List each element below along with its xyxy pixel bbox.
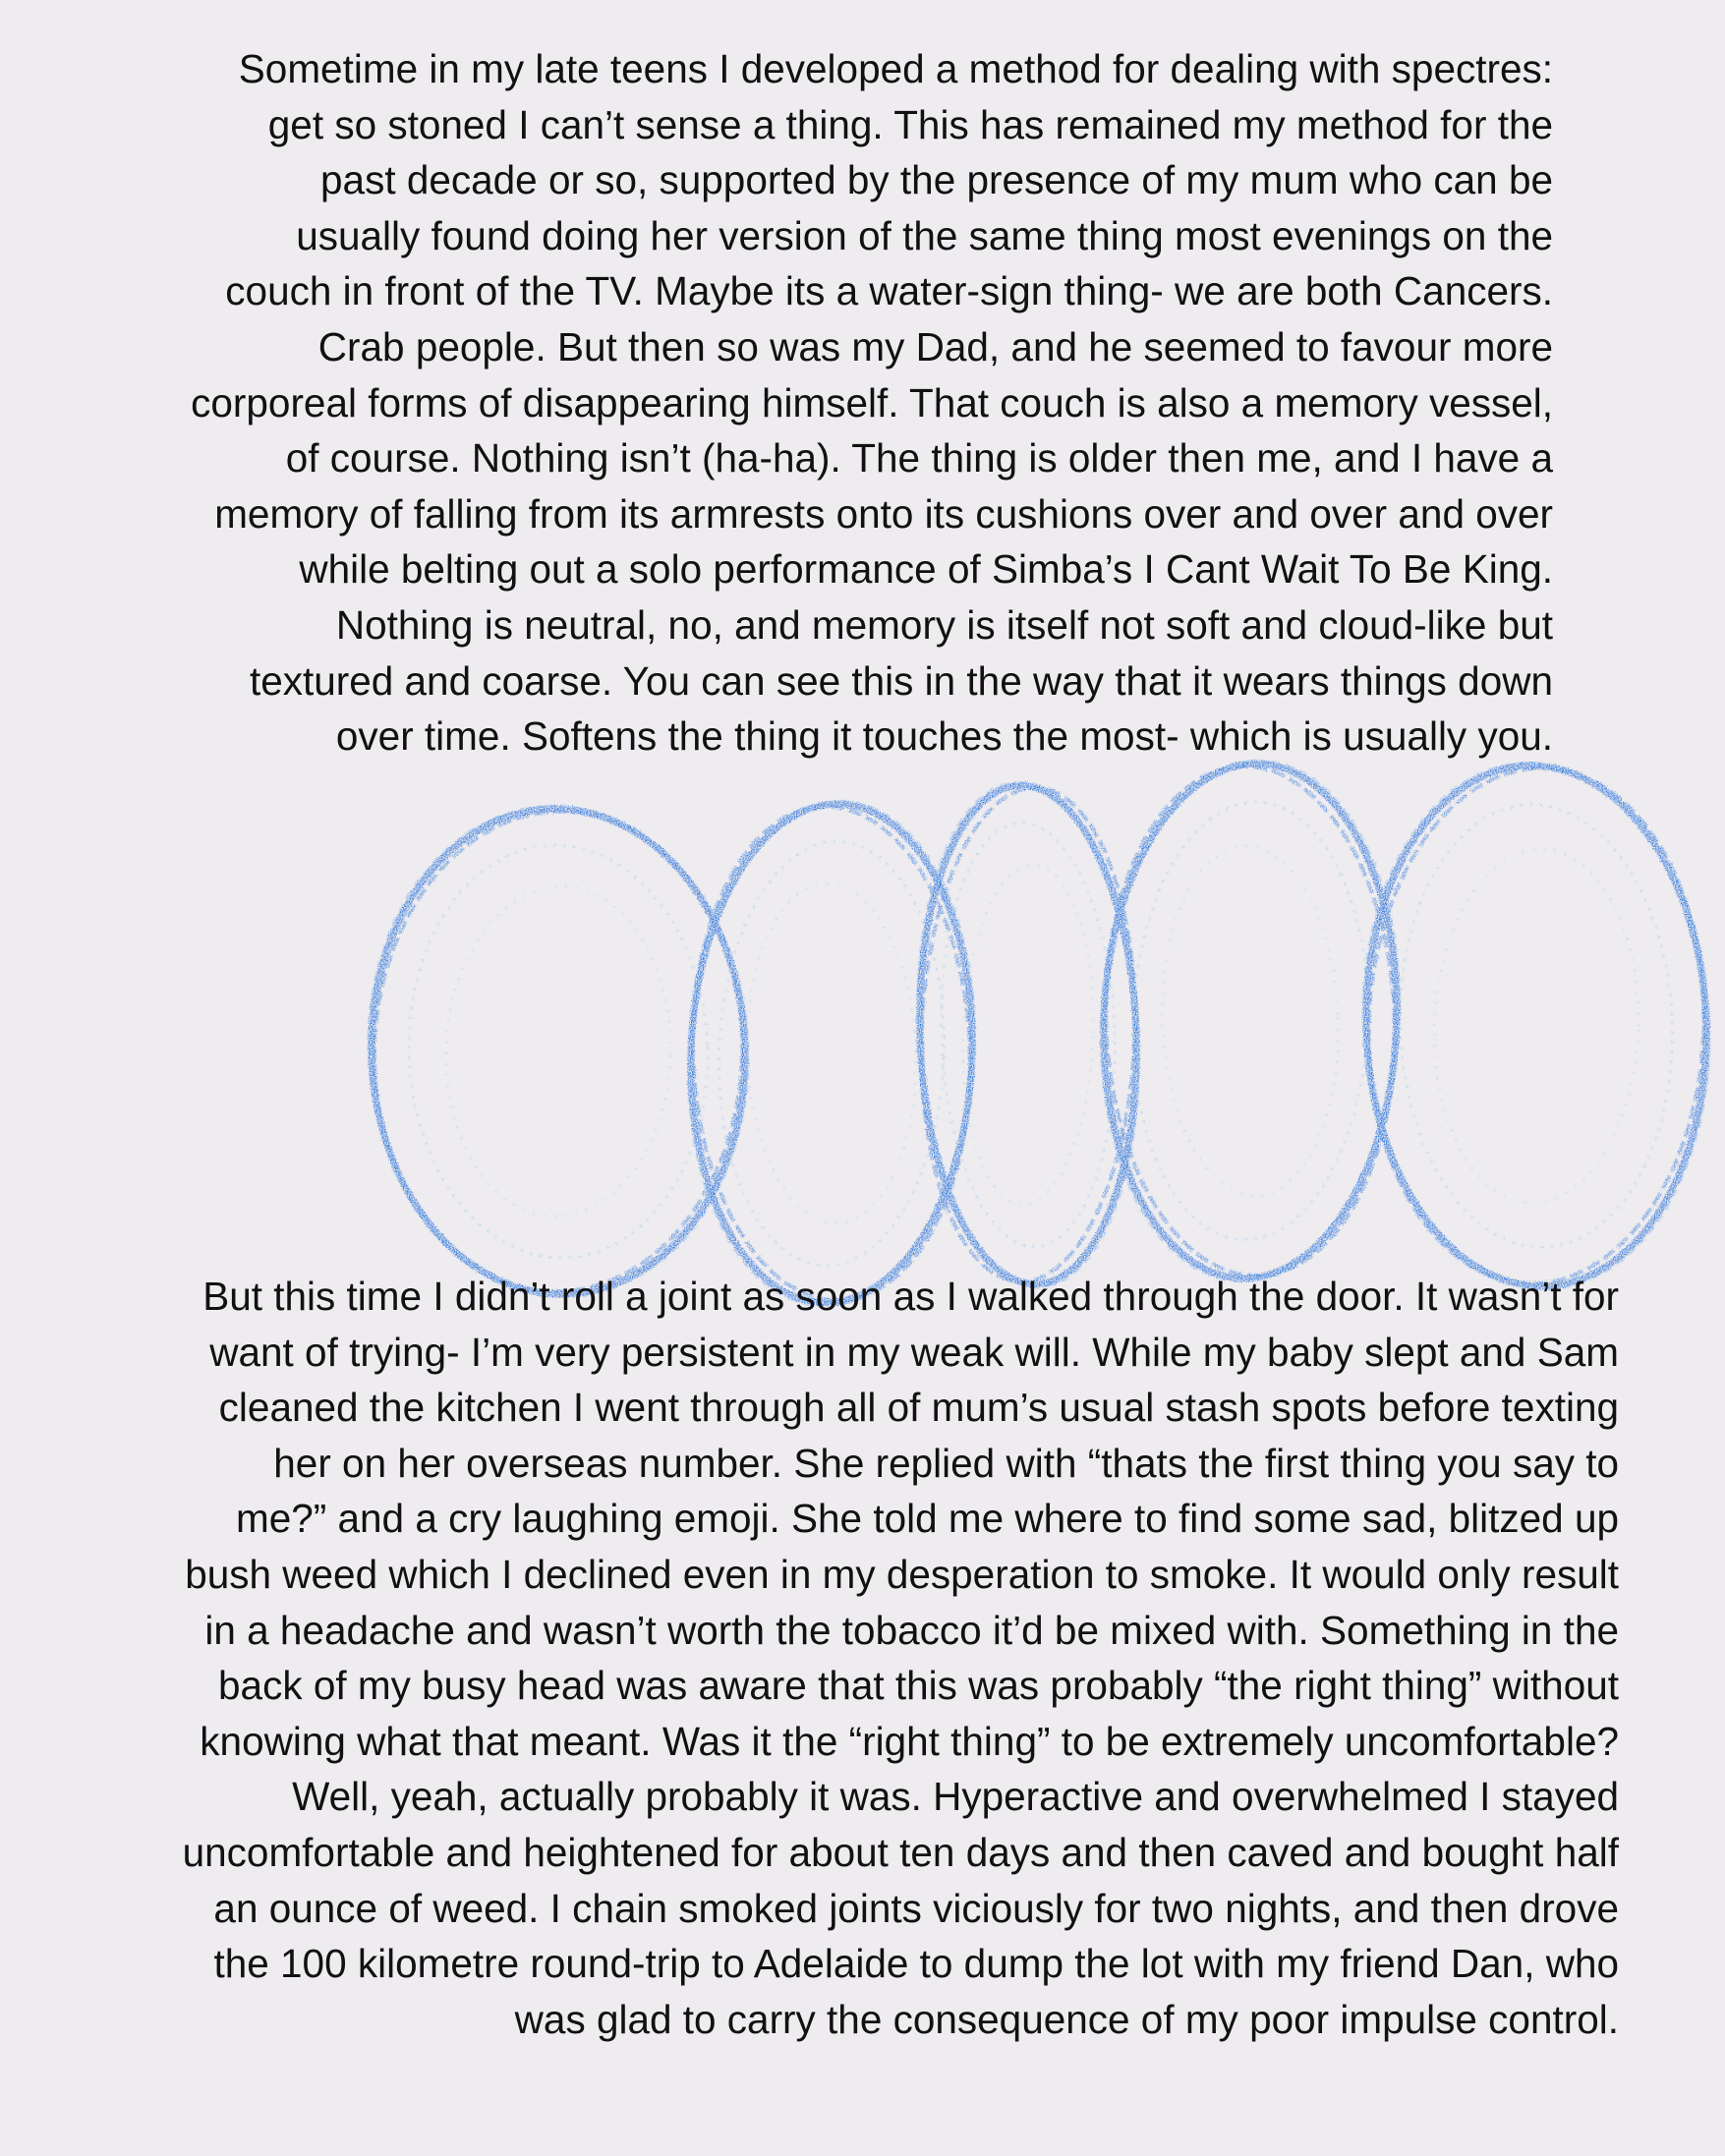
text-line: of course. Nothing isn’t (ha-ha). The thing is older then me, and I have a [285, 435, 1553, 482]
crayon-oval [1393, 800, 1680, 1252]
text-line: me?” and a cry laughing emoji. She told me where to find some sad, blitzed up [235, 1496, 1619, 1542]
crayon-oval [1351, 755, 1723, 1298]
text-line: her on her overseas number. She replied with “thats the first thing you say to [273, 1440, 1619, 1486]
text-line: was glad to carry the consequence of my poor impulse control. [514, 1996, 1619, 2042]
text-line: uncomfortable and heightened for about ten days and then caved and bought half [182, 1829, 1619, 1875]
crayon-oval [402, 840, 715, 1263]
paragraph-1 [20, 41, 1553, 765]
text-line: memory of falling from its armrests onto its cushions over and over and over [214, 490, 1553, 537]
text-line: cleaned the kitchen I went through all of mum’s usual stash spots before texting [218, 1385, 1619, 1431]
text-line: Nothing is neutral, no, and memory is itself not soft and cloud-like but [335, 601, 1553, 648]
text-line: back of my busy head was aware that this was probably “the right thing” without [218, 1663, 1619, 1709]
text-line: bush weed which I declined even in my desperation to smoke. It would only result [185, 1551, 1619, 1597]
text-line: want of trying- I’m very persistent in my weak will. While my baby slept and Sam [209, 1329, 1619, 1375]
text-line: get so stoned I can’t sense a thing. This has remained my method for the [267, 101, 1553, 147]
text-line: past decade or so, supported by the presence of my mum who can be [320, 157, 1553, 203]
text-line: the 100 kilometre round-trip to Adelaide to dump the lot with my friend Dan, who [213, 1941, 1619, 1987]
text-line: while belting out a solo performance of Simba’s I Cant Wait To Be King. [299, 546, 1553, 593]
crayon-oval [1428, 845, 1644, 1206]
crayon-oval [1357, 760, 1715, 1292]
text-line: usually found doing her version of the same thing most evenings on the [296, 212, 1553, 258]
paragraph-2 [46, 1269, 1619, 2047]
crayon-oval [911, 781, 1145, 1287]
text-line: corporeal forms of disappearing himself. That couch is also a memory vessel, [191, 379, 1553, 426]
crayon-oval [356, 797, 760, 1306]
crayon-oval [1156, 843, 1344, 1199]
text-line: Well, yeah, actually probably it was. Hyperactive and overwhelmed I stayed [292, 1774, 1619, 1820]
text-line: couch in front of the TV. Maybe its a water-sign thing- we are both Cancers. [225, 268, 1553, 314]
text-line: Crab people. But then so was my Dad, and he seemed to favour more [317, 323, 1553, 369]
crayon-oval [1095, 759, 1406, 1283]
crayon-oval [440, 882, 676, 1220]
crayon-oval [741, 880, 922, 1225]
text-line: textured and coarse. You can see this in the way that it wears things down [249, 657, 1553, 704]
text-line: over time. Softens the thing it touches the most- which is usually you. [335, 713, 1553, 760]
text-line: in a headache and wasn’t worth the tobacco it’d be mixed with. Something in the [204, 1607, 1619, 1653]
text-line: an ounce of weed. I chain smoked joints viciously for two nights, and then drove [213, 1885, 1619, 1931]
crayon-oval [957, 863, 1099, 1207]
crayon-oval [935, 820, 1122, 1250]
text-line: knowing what that meant. Was it the “right thing” to be extremely uncomfortable? [200, 1718, 1619, 1764]
text-line: Sometime in my late teens I developed a method for dealing with spectres: [238, 46, 1553, 91]
crayon-oval [1125, 798, 1375, 1243]
text-line: But this time I didn’t roll a joint as soon as I walked through the door. It wasn’t for [202, 1274, 1619, 1319]
